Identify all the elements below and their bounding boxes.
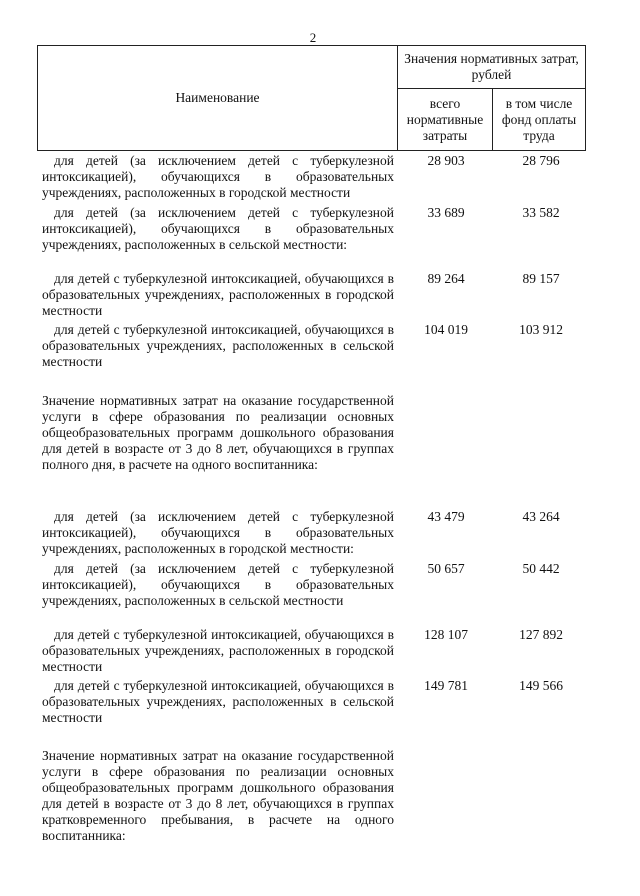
- table-header: [37, 45, 586, 151]
- row-description: для детей с туберкулезной интоксикацией, обучающихся в образовательных учреждениях, расположенных в сельской местности: [42, 678, 394, 725]
- row-fund-value: 103 912: [519, 322, 563, 337]
- row-total-value: 43 479: [427, 509, 465, 524]
- row-fund-value: 149 566: [519, 678, 563, 693]
- page-number: 2: [309, 30, 317, 45]
- row-total-value: 33 689: [427, 205, 465, 220]
- row-fund-value: 33 582: [522, 205, 560, 220]
- section-description: Значение нормативных затрат на оказание государственной услуги в сфере образования по реализации основных общеобразовательных программ дошкольного образования для детей в возрасте от 3 до 8 лет, обучающихся в группах полного дня, в расчете на одного воспитанника:: [42, 393, 394, 472]
- row-total-value: 104 019: [424, 322, 468, 337]
- values-group-header: Значения нормативных затрат, рублей: [398, 46, 586, 89]
- row-description: для детей (за исключением детей с туберкулезной интоксикацией), обучающихся в образовательных учреждениях, расположенных в городской местности:: [42, 509, 394, 556]
- row-total-value: 89 264: [427, 271, 465, 286]
- wage-fund-header: в том числе фонд оплаты труда: [493, 89, 586, 151]
- row-description: для детей (за исключением детей с туберкулезной интоксикацией), обучающихся в образовательных учреждениях, расположенных в сельской местности:: [42, 205, 394, 252]
- row-description: для детей с туберкулезной интоксикацией, обучающихся в образовательных учреждениях, расположенных в сельской местности: [42, 322, 394, 369]
- row-total-value: 128 107: [424, 627, 468, 642]
- row-description: для детей (за исключением детей с туберкулезной интоксикацией), обучающихся в образовательных учреждениях, расположенных в сельской местности: [42, 561, 394, 608]
- row-description: для детей с туберкулезной интоксикацией, обучающихся в образовательных учреждениях, расположенных в городской местности: [42, 271, 394, 318]
- total-costs-header: всего нормативные затраты: [398, 89, 493, 151]
- row-total-value: 149 781: [424, 678, 468, 693]
- row-fund-value: 127 892: [519, 627, 563, 642]
- row-fund-value: 43 264: [522, 509, 560, 524]
- section-description: Значение нормативных затрат на оказание государственной услуги в сфере образования по реализации основных общеобразовательных программ дошкольного образования для детей в возрасте от 3 до 8 лет, обучающихся в группах кратковременного пребывания, в расчете на одного воспитанника:: [42, 748, 394, 843]
- row-total-value: 28 903: [427, 153, 465, 168]
- row-total-value: 50 657: [427, 561, 465, 576]
- row-fund-value: 28 796: [522, 153, 560, 168]
- row-description: для детей с туберкулезной интоксикацией, обучающихся в образовательных учреждениях, расположенных в городской местности: [42, 627, 394, 674]
- row-fund-value: 50 442: [522, 561, 560, 576]
- row-description: для детей (за исключением детей с туберкулезной интоксикацией), обучающихся в образовательных учреждениях, расположенных в городской местности: [42, 153, 394, 200]
- name-column-header: Наименование: [38, 46, 398, 151]
- row-fund-value: 89 157: [522, 271, 560, 286]
